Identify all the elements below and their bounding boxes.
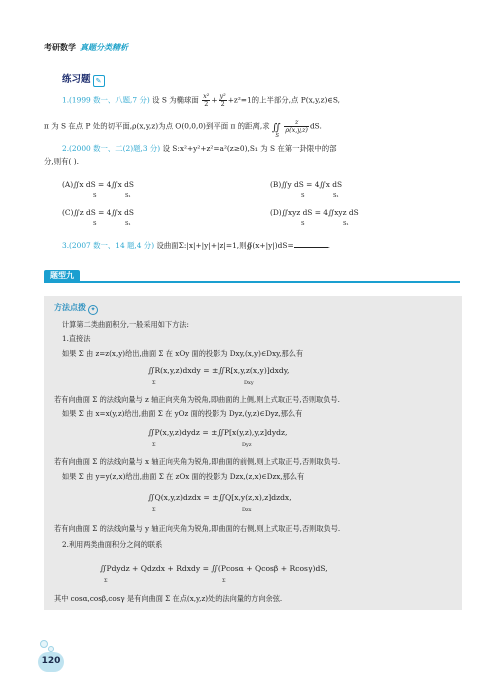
bulb-icon: ✦ xyxy=(88,305,98,315)
q1-line2 xyxy=(44,119,322,141)
eq4-lim-right: Σ xyxy=(222,578,226,584)
q2-option-d: (D)∬xyz dS = 4∬xyz dS xyxy=(270,208,359,217)
q2-option-a: (A)∬x dS = 4∬x dS xyxy=(62,180,134,189)
eq1-lim-left: Σ xyxy=(152,380,156,386)
q1-text-a: 设 S 为椭球面 xyxy=(152,95,199,105)
eq3-lim-right: Dzx xyxy=(242,507,252,513)
eq1-lim-right: Dxy xyxy=(244,380,254,386)
method-step1: 1.直接法 xyxy=(62,334,91,343)
q1-line1: 1.(1999 数一、八题,7 分) 设 S 为椭球面 $\frac{\text{x²}}{2}$ + $\frac{\text{y²}}{2}$ +z²=1的上半部分,点 P(x,y,z)∈S, xyxy=(62,92,341,108)
method-n1: 若有向曲面 Σ 的法线向量与 z 轴正向夹角为锐角,即曲面的上侧,则上式取正号,否则取负号. xyxy=(54,395,340,404)
section-title: 第二类曲面积分的计算 xyxy=(102,271,184,281)
exercise-heading-text: 练习题 xyxy=(62,74,91,85)
method-title-text: 方法点拨 xyxy=(54,303,86,312)
method-title xyxy=(54,302,98,315)
method-intro: 计算第二类曲面积分,一般采用如下方法: xyxy=(62,320,189,329)
eq3-lim-left: Σ xyxy=(152,507,156,513)
method-n3: 若有向曲面 Σ 的法线向量与 y 轴正向夹角为锐角,即曲面的右侧,则上式取正号,否则取负号. xyxy=(54,524,341,533)
method-n2: 若有向曲面 Σ 的法线向量与 x 轴正向夹角为锐角,即曲面的前侧,则上式取正号,否则取负号. xyxy=(54,457,341,466)
method-p3: 如果 Σ 由 y=y(z,x)给出,曲面 Σ 在 zOx 面的投影为 Dzx,(z,x)∈Dzx,那么有 xyxy=(62,472,305,481)
optD-lim2: S₁ xyxy=(343,221,349,227)
pencil-icon: ✎ xyxy=(93,75,105,87)
section-tag xyxy=(44,270,80,282)
page-number xyxy=(38,652,64,672)
method-box xyxy=(44,296,462,610)
q1-source: 1.(1999 数一、八题,7 分) xyxy=(62,95,150,105)
eq4-lim-left: Σ xyxy=(104,578,108,584)
book-title: 考研数学 xyxy=(44,43,76,52)
method-eq1: ∬R(x,y,z)dxdy = ±∬R[x,y,z(x,y)]dxdy, xyxy=(148,366,290,375)
section-tag-label: 题型九 xyxy=(50,271,74,280)
q3-text: 设曲面Σ:|x|+|y|+|z|=1,则∯(x+|y|)dS= xyxy=(156,241,294,250)
q1-int-limit: S xyxy=(275,132,280,139)
q3-end: . xyxy=(327,241,330,250)
q3-answer-blank xyxy=(294,240,328,248)
method-eq3: ∬Q(x,y,z)dzdx = ±∬Q[x,y(z,x),z]dzdx, xyxy=(148,493,292,502)
method-step2: 2.利用两类曲面积分之间的联系 xyxy=(62,540,163,549)
eq2-lim-left: Σ xyxy=(152,442,156,448)
bubble-decoration xyxy=(40,640,48,648)
method-n4: 其中 cosα,cosβ,cosγ 是有向曲面 Σ 在点(x,y,z)处的法向量的方向余弦. xyxy=(54,594,283,603)
q3-source: 3.(2007 数一、14 题,4 分) xyxy=(62,241,155,250)
optB-lim1: S xyxy=(301,193,305,199)
optC-lim2: S₁ xyxy=(125,221,131,227)
method-p2: 如果 Σ 由 x=x(y,z)给出,曲面 Σ 在 yOz 面的投影为 Dyz,(y,z)∈Dyz,那么有 xyxy=(62,409,303,418)
q2-option-b: (B)∬y dS = 4∬x dS xyxy=(270,180,343,189)
q3-line xyxy=(62,240,330,251)
page-number-text: 120 xyxy=(41,656,61,666)
q1-text-b: +z²=1的上半部分,点 P(x,y,z)∈S, xyxy=(227,95,341,105)
q2-line1 xyxy=(62,144,337,154)
series-title: 真题分类精析 xyxy=(80,43,128,52)
running-header xyxy=(44,42,128,53)
optB-lim2: S₁ xyxy=(333,193,339,199)
exercise-heading xyxy=(62,71,105,87)
section-bar xyxy=(44,270,460,284)
q2-option-c: (C)∬z dS = 4∬x dS xyxy=(62,208,134,217)
q2-line2: 分,则有( ). xyxy=(44,157,79,166)
optA-lim2: S₁ xyxy=(125,193,131,199)
q1-text-line2: π 为 S 在点 P 处的切平面,ρ(x,y,z)为点 O(0,0,0)到平面 π 的距离,求 xyxy=(44,121,270,131)
method-eq4: ∬Pdydz + Qdzdx + Rdxdy = ∬(Pcosα + Qcosβ + Rcosγ)dS, xyxy=(100,564,328,573)
q1-frac2: $\frac{\text{y²}}{2}$ xyxy=(219,92,226,108)
q1-frac3: $\frac{z}{\rho(x,y,z)}$ xyxy=(285,118,308,134)
double-integral-sign: ∬ xyxy=(271,122,278,134)
q2-text: 设 S:x²+y²+z²=a²(z≥0),S₁ 为 S 在第一卦限中的部 xyxy=(162,144,337,153)
q1-line2-end: dS. xyxy=(309,121,322,131)
optA-lim1: S xyxy=(93,193,97,199)
q1-frac1: $\frac{\text{x²}}{2}$ xyxy=(203,92,210,108)
optC-lim1: S xyxy=(93,221,97,227)
optD-lim1: S xyxy=(301,221,305,227)
q2-source: 2.(2000 数一、二(2)题,3 分) xyxy=(62,144,161,153)
eq2-lim-right: Dyz xyxy=(242,442,252,448)
method-p1: 如果 Σ 由 z=z(x,y)给出,曲面 Σ 在 xOy 面的投影为 Dxy,(x,y)∈Dxy,那么有 xyxy=(62,349,304,358)
method-eq2: ∬P(x,y,z)dydz = ±∬P[x(y,z),y,z]dydz, xyxy=(148,428,288,437)
